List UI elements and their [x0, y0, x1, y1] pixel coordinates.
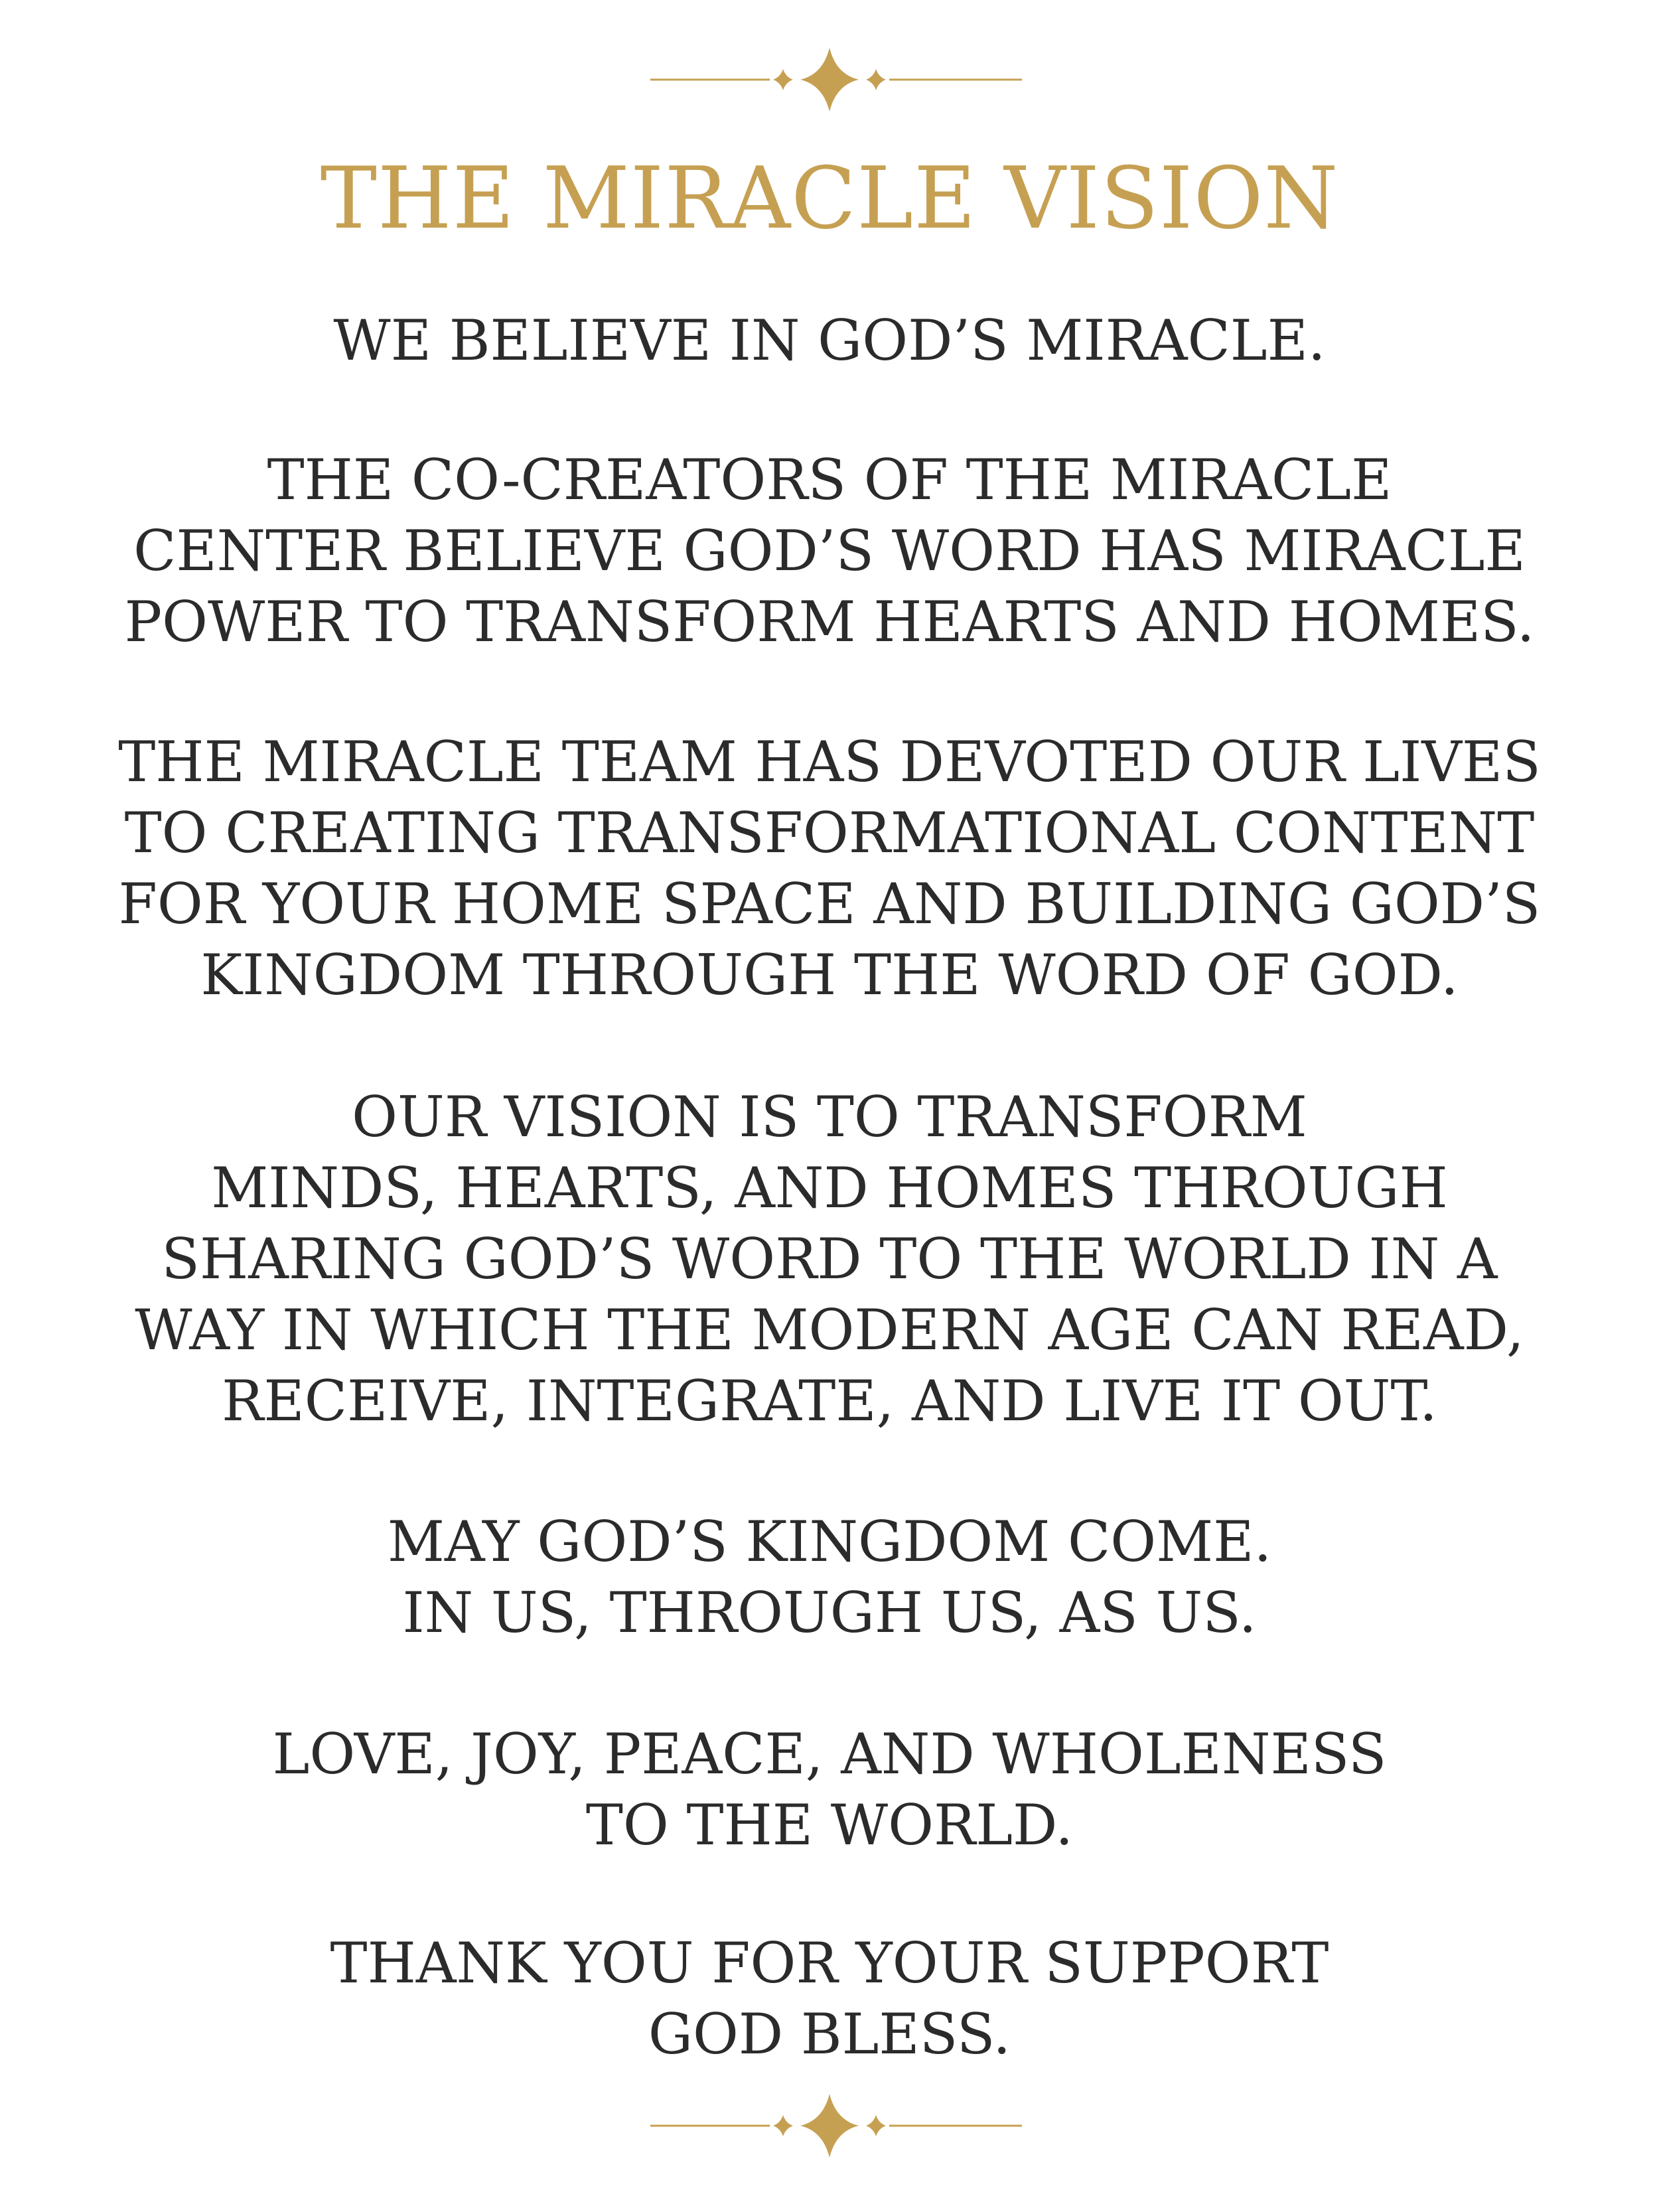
paragraph-line: RECEIVE, INTEGRATE, AND LIVE IT OUT.: [222, 1368, 1437, 1434]
paragraph-line: GOD BLESS.: [648, 2002, 1011, 2067]
paragraph-line: WAY IN WHICH THE MODERN AGE CAN READ,: [135, 1297, 1524, 1363]
paragraph-line: MAY GOD’S KINGDOM COME.: [387, 1509, 1272, 1574]
paragraph-love: [0, 1719, 1659, 1861]
small-star-right: [866, 2115, 886, 2136]
sparkle-divider-icon: [0, 2086, 1659, 2166]
small-star-right: [866, 69, 886, 90]
paragraph-line: POWER TO TRANSFORM HEARTS AND HOMES.: [124, 589, 1535, 654]
paragraph-line: THE MIRACLE TEAM HAS DEVOTED OUR LIVES: [118, 729, 1541, 794]
small-star-left: [773, 2115, 793, 2136]
paragraph-line: LOVE, JOY, PEACE, AND WHOLENESS: [272, 1722, 1387, 1787]
paragraph-co-creators: [0, 445, 1659, 658]
small-star-left: [773, 69, 793, 90]
paragraph-kingdom: [0, 1507, 1659, 1649]
paragraph-line: OUR VISION IS TO TRANSFORM: [352, 1084, 1307, 1149]
paragraph-line: WE BELIEVE IN GOD’S MIRACLE.: [333, 308, 1326, 373]
paragraph-thanks: [0, 1928, 1659, 2070]
page-title: THE MIRACLE VISION: [320, 149, 1339, 248]
paragraph-line: KINGDOM THROUGH THE WORD OF GOD.: [200, 942, 1459, 1007]
paragraph-line: TO CREATING TRANSFORMATIONAL CONTENT: [124, 800, 1535, 865]
sparkle-divider-icon: [0, 40, 1659, 119]
paragraph-line: THE CO-CREATORS OF THE MIRACLE: [267, 447, 1392, 512]
large-star-center: [800, 2094, 859, 2158]
paragraph-line: FOR YOUR HOME SPACE AND BUILDING GOD’S: [118, 871, 1541, 936]
paragraph-line: MINDS, HEARTS, AND HOMES THROUGH: [211, 1155, 1448, 1220]
paragraph-line: CENTER BELIEVE GOD’S WORD HAS MIRACLE: [133, 518, 1526, 583]
paragraph-line: IN US, THROUGH US, AS US.: [402, 1580, 1257, 1645]
paragraph-team: [0, 727, 1659, 1011]
paragraph-line: TO THE WORLD.: [585, 1793, 1074, 1858]
paragraph-vision: [0, 1082, 1659, 1437]
large-star-center: [800, 48, 859, 111]
paragraph-belief: [0, 305, 1659, 376]
paragraph-line: THANK YOU FOR YOUR SUPPORT: [330, 1931, 1329, 1996]
paragraph-line: SHARING GOD’S WORD TO THE WORLD IN A: [161, 1226, 1498, 1291]
